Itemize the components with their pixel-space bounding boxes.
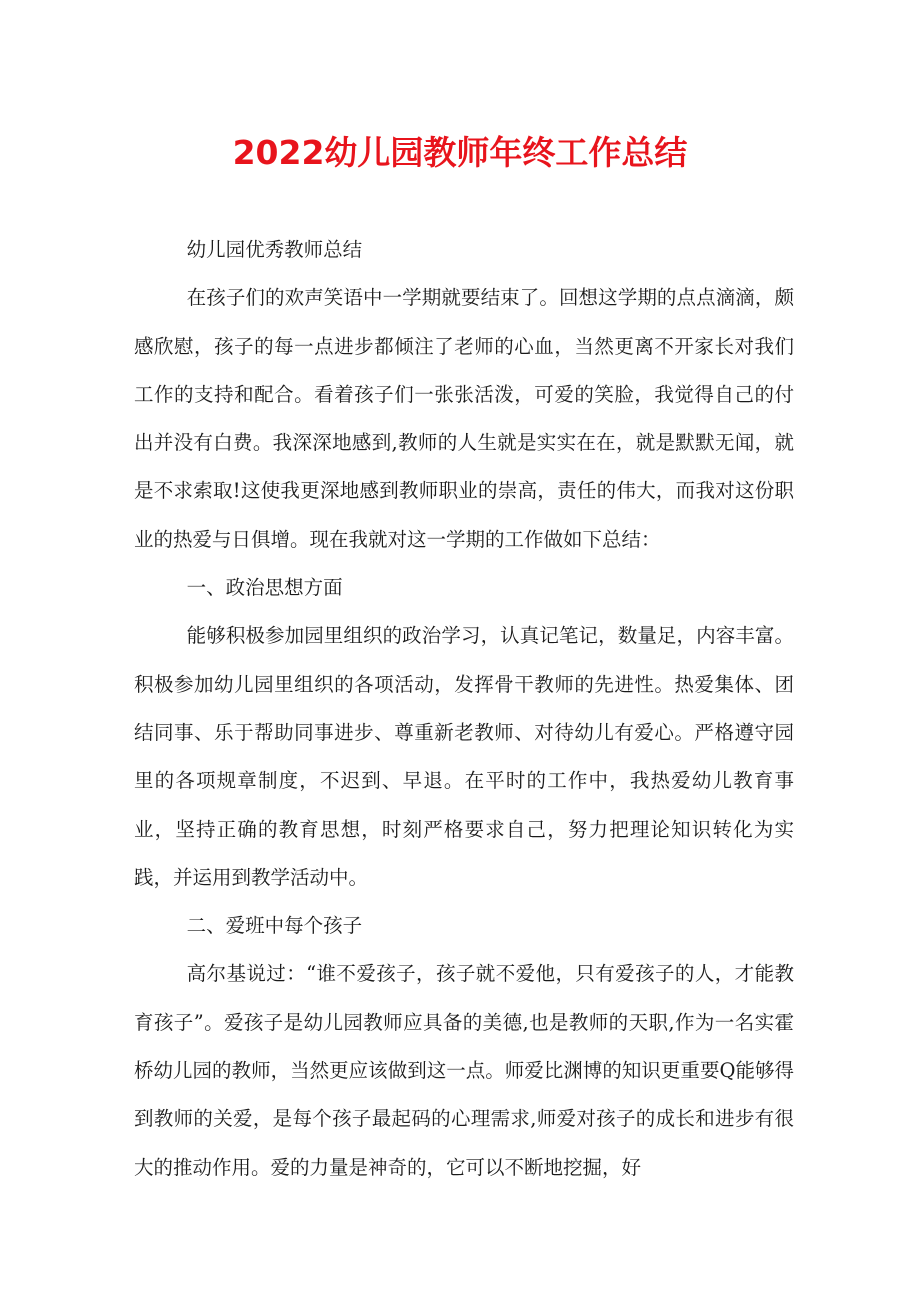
politics-paragraph: 能够积极参加园里组织的政治学习，认真记笔记，数量足，内容丰富。积极参加幼儿园里组织的各项活动，发挥骨干教师的先进性。热爱集体、团结同事、乐于帮助同事进步、尊重新老教师、对待幼儿有爱心。严格遵守园里的各项规章制度，不迟到、早退。在平时的工作中，我热爱幼儿教育事业，坚持正确的教育思想，时刻严格要求自己，努力把理论知识转化为实践，并运用到教学活动中。	[134, 624, 794, 889]
subtitle-paragraph: 幼儿园优秀教师总结	[186, 238, 363, 261]
section-heading-politics: 一、政治思想方面	[186, 576, 343, 600]
document-title: 2022幼儿园教师年终工作总结	[232, 133, 688, 172]
document-body	[134, 226, 794, 1192]
intro-paragraph: 在孩子们的欢声笑语中一学期就要结束了。回想这学期的点点滴滴，颇感欣慰，孩子的每一点进步都倾注了老师的心血，当然更离不开家长对我们工作的支持和配合。看着孩子们一张张活泼，可爱的笑脸，我觉得自己的付出并没有白费。我深深地感到,教师的人生就是实实在在，就是默默无闻，就是不求索取!这使我更深地感到教师职业的崇高，责任的伟大，而我对这份职业的热爱与日俱增。现在我就对这一学期的工作做如下总结：	[134, 286, 794, 551]
love-children-paragraph: 高尔基说过：“谁不爱孩子，孩子就不爱他，只有爱孩子的人，才能教育孩子”。爱孩子是幼儿园教师应具备的美德,也是教师的天职,作为一名实霍桥幼儿园的教师，当然更应该做到这一点。师爱比渊博的知识更重要Q能够得到教师的关爱，是每个孩子最起码的心理需求,师爱对孩子的成长和进步有很大的推动作用。爱的力量是神奇的，它可以不断地挖掘，好	[134, 962, 794, 1179]
section-heading-love-children: 二、爱班中每个孩子	[186, 914, 363, 938]
